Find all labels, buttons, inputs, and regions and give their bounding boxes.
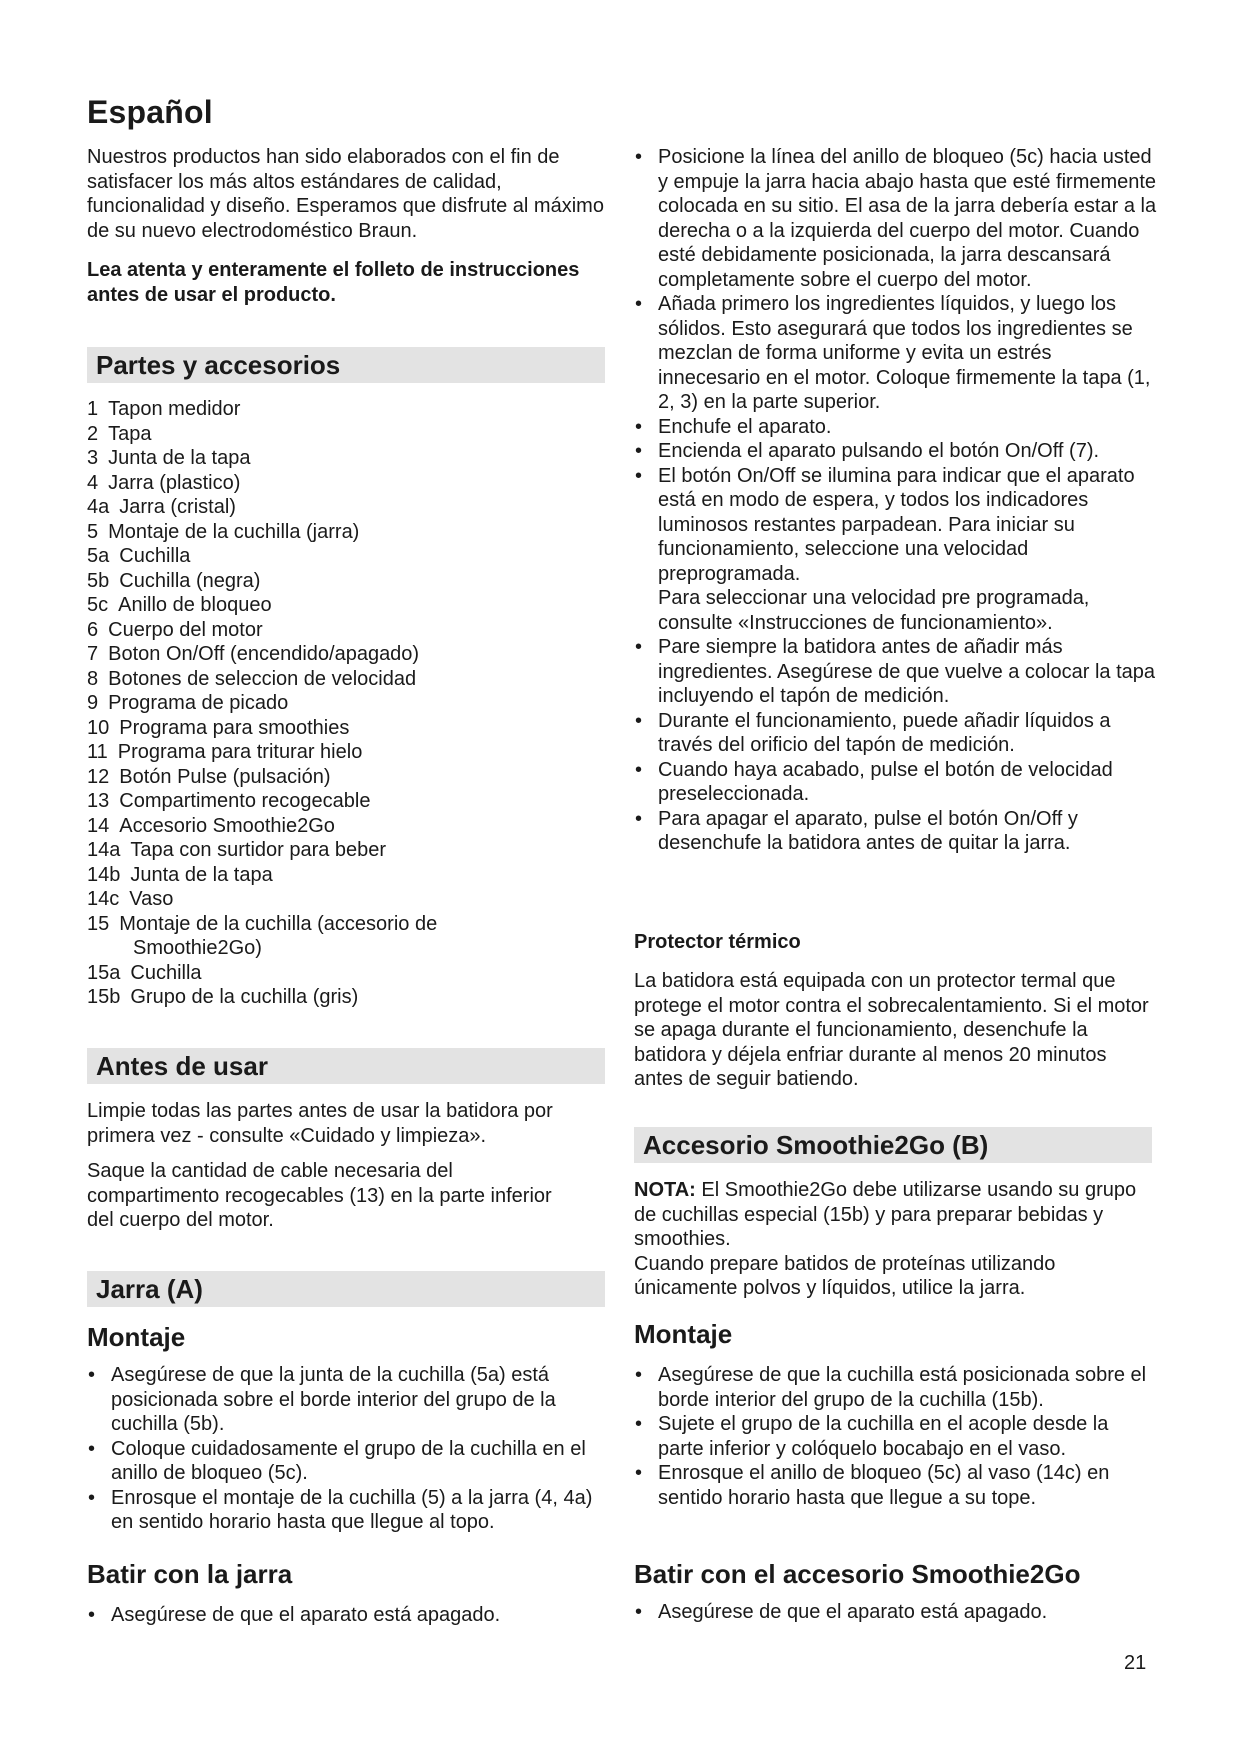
list-item [634, 464, 1158, 636]
part-label: Compartimento recogecable [119, 790, 371, 812]
part-number: 3 [87, 447, 99, 469]
list-item: • Añada primero los ingredientes líquidos, y luego los sólidos. Esto asegurará que todos los ingredientes se mezclan de forma uniforme y evita un estrés innecesario en el motor. Coloque firmemente la tapa (1, 2, 3) en la parte superior. [634, 292, 1158, 415]
part-label: Jarra (plastico) [108, 471, 241, 494]
list-item-extra: Para seleccionar una velocidad pre programada, consulte «Instrucciones de funcionamiento». [658, 587, 1090, 634]
parts-heading: Partes y accesorios [87, 347, 605, 383]
part-label: Programa para triturar hielo [117, 741, 363, 763]
thermal-title: Protector térmico [634, 931, 801, 953]
smoothie-blend-title: Batir con el accesorio Smoothie2Go [634, 1559, 1081, 1589]
note-text: El Smoothie2Go debe utilizarse usando su grupo de cuchillas especial (15b) y para preparar bebidas y smoothies. [634, 1179, 1137, 1250]
part-label: Jarra (cristal) [119, 496, 236, 518]
parts-list-item [87, 422, 605, 447]
parts-list-item [87, 985, 605, 1010]
parts-list-item [87, 691, 605, 716]
part-label: Junta de la tapa [108, 447, 251, 469]
part-number: 4 [87, 471, 99, 494]
part-label: Programa para smoothies [119, 716, 350, 739]
part-label: Grupo de la cuchilla (gris) [130, 986, 359, 1008]
list-item: • Enrosque el anillo de bloqueo (5c) al vaso (14c) en sentido horario hasta que llegue a su tope. [634, 1461, 1158, 1510]
intro-text: Nuestros productos han sido elaborados con el fin de satisfacer los más altos estándares de calidad, funcionalidad y diseño. Esperamos que disfrute al máximo de su nuevo electrodoméstico Braun. [87, 146, 604, 242]
part-label: Botones de seleccion de velocidad [108, 667, 417, 690]
part-number: 14 [87, 814, 110, 837]
list-item-text: El botón On/Off se ilumina para indicar que el aparato está en modo de espera, y todos los indicadores luminosos restantes parpadean. Para iniciar su funcionamiento, seleccione una velocidad preprogramada. [658, 464, 1135, 585]
list-item: • Posicione la línea del anillo de bloqueo (5c) hacia usted y empuje la jarra hacia abajo hasta que esté firmemente colocada en su sitio. El asa de la jarra debería estar a la derecha o a la izquierda del cuerpo del motor. Cuando esté debidamente posicionada, la jarra descansará completamente sobre el cuerpo del motor. [634, 145, 1158, 292]
parts-list-item [87, 716, 605, 741]
part-number: 14b [87, 863, 121, 886]
parts-list-item [87, 471, 605, 496]
page-title: Español [87, 94, 213, 130]
part-number: 7 [87, 643, 99, 665]
part-label: Montaje de la cuchilla (jarra) [108, 520, 360, 543]
parts-list-item [87, 814, 605, 839]
part-number: 5b [87, 569, 110, 592]
parts-list [87, 397, 605, 1010]
part-number: 14c [87, 888, 120, 910]
part-number: 6 [87, 618, 99, 641]
part-number: 15 [87, 912, 110, 935]
part-label: Montaje de la cuchilla (accesorio de [119, 912, 438, 935]
list-item: • Pare siempre la batidora antes de añadir más ingredientes. Asegúrese de que vuelve a colocar la tapa incluyendo el tapón de medición. [634, 635, 1158, 709]
smoothie-blend-list [634, 1600, 1158, 1625]
parts-list-item [87, 789, 605, 814]
parts-list-item [87, 912, 605, 937]
list-item: • Enrosque el montaje de la cuchilla (5) a la jarra (4, 4a) en sentido horario hasta que llegue al topo. [87, 1486, 607, 1535]
jar-blend-list [87, 1603, 607, 1628]
smoothie-note [634, 1178, 1154, 1301]
part-number: 9 [87, 692, 99, 714]
part-label: Cuerpo del motor [108, 618, 263, 641]
jar-assembly-list [87, 1363, 607, 1535]
part-label: Junta de la tapa [130, 863, 273, 886]
part-number: 8 [87, 667, 99, 690]
parts-list-item [87, 618, 605, 643]
part-number: 13 [87, 790, 110, 812]
right-bullet-list [634, 145, 1158, 856]
part-number: 2 [87, 422, 99, 445]
part-label: Boton On/Off (encendido/apagado) [108, 643, 420, 665]
part-label: Programa de picado [108, 692, 289, 714]
parts-list-item [87, 495, 605, 520]
parts-list-item [87, 544, 605, 569]
note-label: NOTA: [634, 1179, 696, 1201]
intro-bold-text: Lea atenta y enteramente el folleto de instrucciones antes de usar el producto. [87, 259, 580, 306]
part-label: Accesorio Smoothie2Go [119, 814, 335, 837]
smoothie-heading: Accesorio Smoothie2Go (B) [634, 1127, 1152, 1163]
before-use-text-2: Saque la cantidad de cable necesaria del compartimento recogecables (13) en la parte inferior del cuerpo del motor. [87, 1160, 552, 1231]
note-text-2: Cuando prepare batidos de proteínas utilizando únicamente polvos y líquidos, utilice la jarra. [634, 1252, 1056, 1299]
part-label: Tapa [108, 422, 152, 445]
parts-list-item [87, 765, 605, 790]
parts-list-item [87, 397, 605, 422]
part-number: 5a [87, 545, 110, 567]
part-number: 10 [87, 716, 110, 739]
jar-assembly-title: Montaje [87, 1322, 186, 1352]
list-item: • Asegúrese de que la junta de la cuchilla (5a) está posicionada sobre el borde interior del grupo de la cuchilla (5b). [87, 1363, 607, 1437]
list-item: • Coloque cuidadosamente el grupo de la cuchilla en el anillo de bloqueo (5c). [87, 1437, 607, 1486]
part-label: Tapa con surtidor para beber [130, 839, 387, 861]
part-number: 14a [87, 839, 121, 861]
jar-heading: Jarra (A) [87, 1271, 605, 1307]
part-label: Smoothie2Go) [133, 937, 262, 959]
part-number: 5c [87, 594, 109, 616]
part-label: Anillo de bloqueo [118, 594, 272, 616]
list-item: • Durante el funcionamiento, puede añadir líquidos a través del orificio del tapón de medición. [634, 709, 1158, 758]
part-label: Vaso [129, 888, 174, 910]
smoothie-assembly-list [634, 1363, 1158, 1510]
parts-list-item [87, 667, 605, 692]
list-item: • Enchufe el aparato. [634, 415, 1158, 440]
part-label: Cuchilla [119, 545, 191, 567]
parts-list-item [87, 593, 605, 618]
smoothie-assembly-title: Montaje [634, 1319, 733, 1349]
part-number: 11 [87, 741, 108, 763]
part-number: 1 [87, 398, 99, 420]
parts-list-item [87, 520, 605, 545]
parts-list-item [87, 961, 605, 986]
list-item: • Asegúrese de que la cuchilla está posicionada sobre el borde interior del grupo de la cuchilla (15b). [634, 1363, 1158, 1412]
before-use-heading: Antes de usar [87, 1048, 605, 1084]
part-number: 12 [87, 765, 110, 788]
parts-list-item [87, 569, 605, 594]
parts-list-item [87, 863, 605, 888]
jar-blend-title: Batir con la jarra [87, 1559, 293, 1589]
list-item: • Para apagar el aparato, pulse el botón On/Off y desenchufe la batidora antes de quitar la jarra. [634, 807, 1158, 856]
list-item: • Cuando haya acabado, pulse el botón de velocidad preseleccionada. [634, 758, 1158, 807]
part-number: 4a [87, 496, 110, 518]
parts-list-item [87, 936, 605, 961]
part-number: 15a [87, 961, 121, 984]
part-label: Cuchilla (negra) [119, 569, 261, 592]
list-item: • Asegúrese de que el aparato está apagado. [87, 1603, 607, 1628]
parts-list-item [87, 887, 605, 912]
part-label: Cuchilla [130, 961, 202, 984]
part-label: Tapon medidor [108, 398, 241, 420]
list-item: • Sujete el grupo de la cuchilla en el acople desde la parte inferior y colóquelo bocabajo en el vaso. [634, 1412, 1158, 1461]
list-item: • Asegúrese de que el aparato está apagado. [634, 1600, 1158, 1625]
parts-list-item [87, 642, 605, 667]
thermal-text: La batidora está equipada con un protector termal que protege el motor contra el sobrecalentamiento. Si el motor se apaga durante el funcionamiento, desenchufe la batidora y déjela enfriar durante al menos 20 minutos antes de seguir batiendo. [634, 970, 1149, 1090]
part-number: 5 [87, 520, 99, 543]
part-label: Botón Pulse (pulsación) [119, 765, 331, 788]
part-number: 15b [87, 986, 121, 1008]
parts-list-item [87, 838, 605, 863]
page-number: 21 [1124, 1652, 1147, 1674]
before-use-text-1: Limpie todas las partes antes de usar la batidora por primera vez - consulte «Cuidado y limpieza». [87, 1100, 553, 1147]
parts-list-item [87, 740, 605, 765]
parts-list-item [87, 446, 605, 471]
list-item: • Encienda el aparato pulsando el botón On/Off (7). [634, 439, 1158, 464]
